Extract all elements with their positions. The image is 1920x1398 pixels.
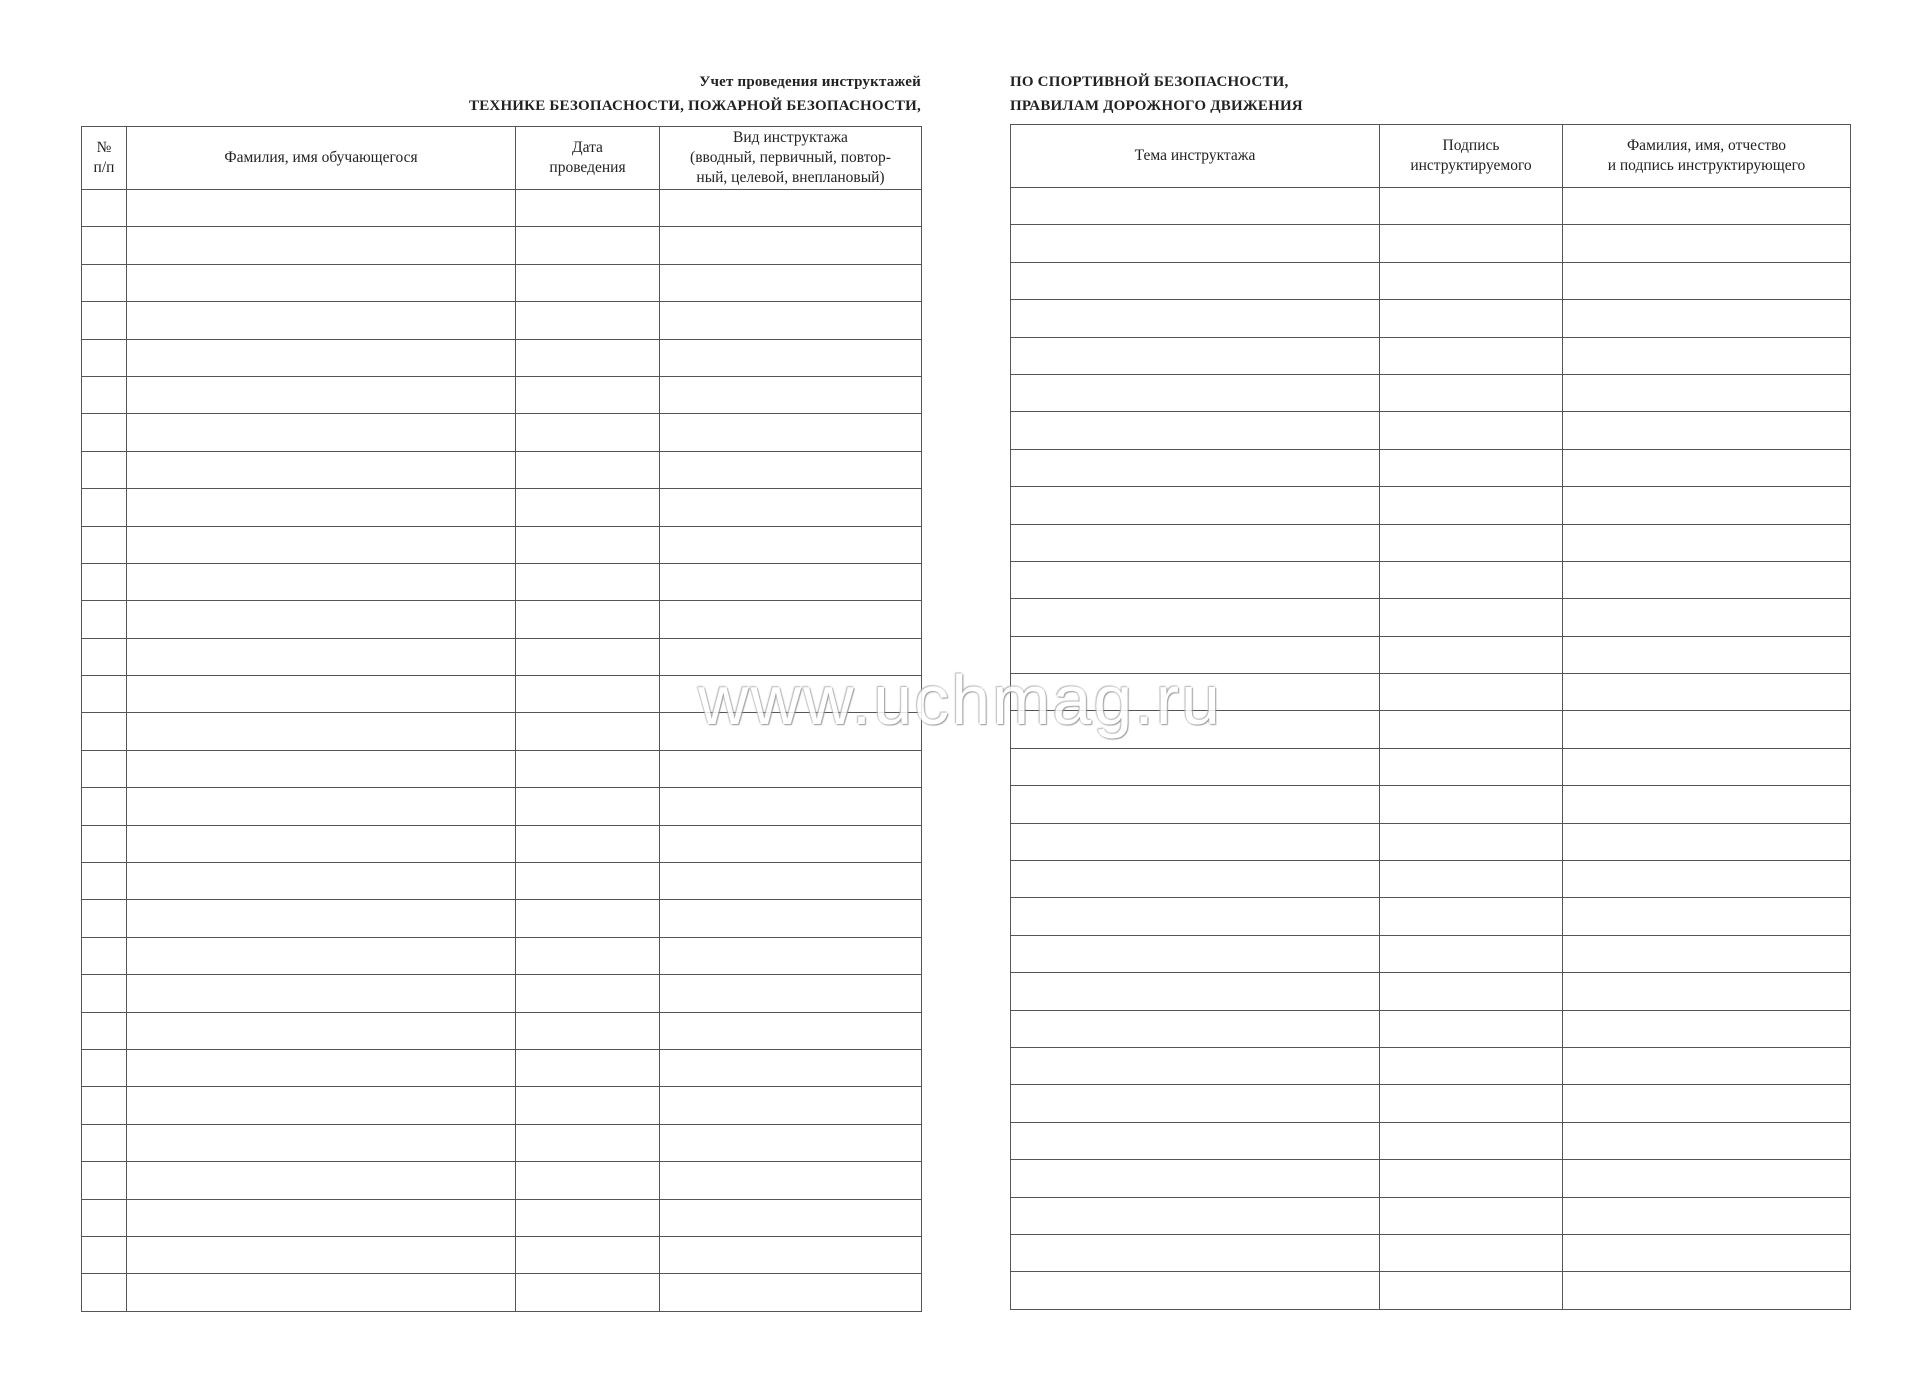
right-cell-topic[interactable] [1011,300,1380,337]
left-cell-num[interactable] [82,1236,127,1273]
right-cell-topic[interactable] [1011,374,1380,411]
right-cell-topic[interactable] [1011,973,1380,1010]
left-cell-name[interactable] [127,1012,516,1049]
left-cell-date[interactable] [516,937,660,974]
left-title-line-2: ТЕХНИКЕ БЕЗОПАСНОСТИ, ПОЖАРНОЙ БЕЗОПАСНОСТИ, [469,98,921,114]
left-table-row [82,414,922,451]
left-cell-num[interactable] [82,1087,127,1124]
left-cell-date[interactable] [516,451,660,488]
right-cell-signature[interactable] [1380,374,1563,411]
right-table-body [1011,188,1851,1310]
left-title-line-1: Учет проведения инструктажей [699,74,921,90]
right-cell-topic[interactable] [1011,898,1380,935]
right-cell-topic[interactable] [1011,1234,1380,1271]
right-cell-topic[interactable] [1011,1272,1380,1309]
left-cell-type[interactable] [660,1162,922,1199]
right-cell-topic[interactable] [1011,524,1380,561]
right-cell-instructor[interactable] [1563,1234,1851,1271]
right-cell-signature[interactable] [1380,225,1563,262]
right-cell-signature[interactable] [1380,748,1563,785]
left-cell-type[interactable] [660,601,922,638]
right-table-row [1011,449,1851,486]
left-cell-date[interactable] [516,489,660,526]
left-cell-num[interactable] [82,863,127,900]
right-table-row [1011,412,1851,449]
right-table-row [1011,262,1851,299]
left-cell-type[interactable] [660,1087,922,1124]
right-cell-instructor[interactable] [1563,337,1851,374]
left-table-row [82,1162,922,1199]
right-cell-signature[interactable] [1380,1197,1563,1234]
left-table-row [82,227,922,264]
left-table-row [82,451,922,488]
left-table-row [82,489,922,526]
right-table-row [1011,300,1851,337]
left-cell-num[interactable] [82,1012,127,1049]
left-table-header [82,127,922,190]
left-cell-type[interactable] [660,526,922,563]
right-cell-instructor[interactable] [1563,524,1851,561]
right-cell-signature[interactable] [1380,599,1563,636]
left-table-row [82,563,922,600]
left-table-row [82,1199,922,1236]
right-cell-topic[interactable] [1011,599,1380,636]
left-table-row [82,1236,922,1273]
right-table-row [1011,1234,1851,1271]
left-cell-num[interactable] [82,489,127,526]
right-cell-instructor[interactable] [1563,898,1851,935]
left-cell-date[interactable] [516,526,660,563]
col-header-instructor: Фамилия, имя, отчество и подпись инструктирующего [1563,125,1851,188]
left-cell-date[interactable] [516,900,660,937]
right-table-row [1011,561,1851,598]
right-cell-topic[interactable] [1011,1047,1380,1084]
right-cell-instructor[interactable] [1563,300,1851,337]
left-cell-num[interactable] [82,601,127,638]
right-cell-instructor[interactable] [1563,1272,1851,1309]
left-cell-type[interactable] [660,750,922,787]
left-table-row [82,937,922,974]
left-cell-type[interactable] [660,376,922,413]
right-table-header [1011,125,1851,188]
left-cell-name[interactable] [127,1087,516,1124]
left-cell-num[interactable] [82,451,127,488]
left-cell-date[interactable] [516,863,660,900]
right-cell-instructor[interactable] [1563,1160,1851,1197]
left-cell-name[interactable] [127,1162,516,1199]
right-cell-signature[interactable] [1380,412,1563,449]
right-cell-signature[interactable] [1380,300,1563,337]
right-cell-topic[interactable] [1011,188,1380,225]
left-cell-type[interactable] [660,863,922,900]
left-table-row [82,302,922,339]
left-cell-date[interactable] [516,1087,660,1124]
right-cell-instructor[interactable] [1563,412,1851,449]
left-table-row [82,601,922,638]
right-cell-signature[interactable] [1380,1047,1563,1084]
right-cell-topic[interactable] [1011,786,1380,823]
right-table-row [1011,1160,1851,1197]
left-cell-type[interactable] [660,975,922,1012]
right-cell-instructor[interactable] [1563,1085,1851,1122]
right-cell-topic[interactable] [1011,412,1380,449]
left-cell-num[interactable] [82,339,127,376]
left-cell-type[interactable] [660,900,922,937]
left-cell-name[interactable] [127,339,516,376]
left-cell-name[interactable] [127,1124,516,1161]
left-cell-name[interactable] [127,1199,516,1236]
left-cell-name[interactable] [127,190,516,227]
right-cell-topic[interactable] [1011,1160,1380,1197]
left-cell-name[interactable] [127,489,516,526]
left-cell-date[interactable] [516,601,660,638]
left-cell-name[interactable] [127,227,516,264]
right-cell-topic[interactable] [1011,561,1380,598]
left-cell-num[interactable] [82,302,127,339]
left-table-row [82,900,922,937]
left-cell-type[interactable] [660,1274,922,1311]
right-cell-signature[interactable] [1380,861,1563,898]
right-cell-instructor[interactable] [1563,188,1851,225]
left-cell-name[interactable] [127,1049,516,1086]
right-cell-signature[interactable] [1380,337,1563,374]
left-cell-name[interactable] [127,937,516,974]
left-cell-name[interactable] [127,750,516,787]
left-cell-type[interactable] [660,489,922,526]
right-cell-signature[interactable] [1380,1122,1563,1159]
right-cell-signature[interactable] [1380,786,1563,823]
left-cell-name[interactable] [127,414,516,451]
right-table-row [1011,861,1851,898]
right-table-row [1011,935,1851,972]
left-cell-type[interactable] [660,302,922,339]
right-cell-signature[interactable] [1380,262,1563,299]
col-header-student-signature: Подпись инструктируемого [1380,125,1563,188]
right-table-row [1011,524,1851,561]
right-table-row [1011,786,1851,823]
left-cell-num[interactable] [82,376,127,413]
right-cell-instructor[interactable] [1563,599,1851,636]
right-cell-instructor[interactable] [1563,262,1851,299]
right-cell-instructor[interactable] [1563,225,1851,262]
left-table-row [82,1049,922,1086]
left-cell-num[interactable] [82,825,127,862]
left-cell-num[interactable] [82,1049,127,1086]
right-cell-instructor[interactable] [1563,786,1851,823]
right-cell-topic[interactable] [1011,861,1380,898]
watermark: www.uchmag.ru [698,661,1222,739]
left-table-row [82,526,922,563]
left-cell-type[interactable] [660,1199,922,1236]
right-cell-signature[interactable] [1380,487,1563,524]
left-cell-num[interactable] [82,975,127,1012]
left-cell-name[interactable] [127,975,516,1012]
col-header-instruction-type: Вид инструктажа (вводный, первичный, повтор- ный, целевой, внеплановый) [660,127,922,190]
left-cell-num[interactable] [82,788,127,825]
right-table-row [1011,1197,1851,1234]
right-cell-signature[interactable] [1380,1272,1563,1309]
left-cell-name[interactable] [127,863,516,900]
right-table-row [1011,487,1851,524]
left-cell-name[interactable] [127,825,516,862]
left-cell-date[interactable] [516,190,660,227]
right-cell-signature[interactable] [1380,524,1563,561]
left-cell-num[interactable] [82,526,127,563]
left-cell-date[interactable] [516,376,660,413]
left-cell-name[interactable] [127,788,516,825]
right-cell-signature[interactable] [1380,1010,1563,1047]
left-page-title [81,70,921,118]
left-cell-date[interactable] [516,825,660,862]
right-cell-signature[interactable] [1380,898,1563,935]
left-cell-name[interactable] [127,563,516,600]
left-cell-name[interactable] [127,526,516,563]
left-cell-name[interactable] [127,376,516,413]
right-cell-topic[interactable] [1011,1197,1380,1234]
col-header-date: Дата проведения [516,127,660,190]
col-header-topic: Тема инструктажа [1011,125,1380,188]
left-table-row [82,190,922,227]
left-cell-date[interactable] [516,1012,660,1049]
right-table-row [1011,748,1851,785]
left-cell-date[interactable] [516,339,660,376]
left-cell-name[interactable] [127,1274,516,1311]
left-cell-type[interactable] [660,937,922,974]
left-cell-name[interactable] [127,1236,516,1273]
right-cell-topic[interactable] [1011,1122,1380,1159]
left-cell-num[interactable] [82,414,127,451]
right-cell-signature[interactable] [1380,1234,1563,1271]
left-cell-date[interactable] [516,264,660,301]
right-cell-instructor[interactable] [1563,487,1851,524]
right-title-line-2: ПРАВИЛАМ ДОРОЖНОГО ДВИЖЕНИЯ [1010,98,1303,114]
left-cell-type[interactable] [660,190,922,227]
right-cell-instructor[interactable] [1563,861,1851,898]
right-cell-signature[interactable] [1380,935,1563,972]
right-cell-instructor[interactable] [1563,1122,1851,1159]
left-cell-type[interactable] [660,1124,922,1161]
left-table-row [82,975,922,1012]
right-cell-topic[interactable] [1011,225,1380,262]
right-table-row [1011,898,1851,935]
right-table-row [1011,188,1851,225]
right-cell-signature[interactable] [1380,1085,1563,1122]
right-cell-topic[interactable] [1011,262,1380,299]
right-cell-signature[interactable] [1380,449,1563,486]
right-cell-instructor[interactable] [1563,973,1851,1010]
right-cell-instructor[interactable] [1563,1047,1851,1084]
left-cell-date[interactable] [516,1236,660,1273]
left-cell-type[interactable] [660,414,922,451]
right-cell-instructor[interactable] [1563,1197,1851,1234]
right-cell-instructor[interactable] [1563,748,1851,785]
left-cell-date[interactable] [516,414,660,451]
right-cell-instructor[interactable] [1563,935,1851,972]
right-cell-topic[interactable] [1011,935,1380,972]
right-cell-topic[interactable] [1011,1010,1380,1047]
right-cell-signature[interactable] [1380,1160,1563,1197]
left-cell-num[interactable] [82,1124,127,1161]
left-cell-date[interactable] [516,750,660,787]
right-table-row [1011,1085,1851,1122]
right-table-row [1011,374,1851,411]
left-cell-num[interactable] [82,750,127,787]
left-cell-num[interactable] [82,1162,127,1199]
left-cell-date[interactable] [516,1199,660,1236]
left-table-row [82,863,922,900]
right-table-row [1011,599,1851,636]
right-table-row [1011,973,1851,1010]
col-header-number: № п/п [82,127,127,190]
col-header-student-name: Фамилия, имя обучающегося [127,127,516,190]
right-cell-topic[interactable] [1011,449,1380,486]
left-cell-type[interactable] [660,264,922,301]
right-cell-topic[interactable] [1011,823,1380,860]
left-cell-num[interactable] [82,227,127,264]
left-cell-name[interactable] [127,264,516,301]
left-cell-date[interactable] [516,1274,660,1311]
left-cell-date[interactable] [516,227,660,264]
right-table-row [1011,337,1851,374]
left-cell-date[interactable] [516,563,660,600]
right-cell-instructor[interactable] [1563,823,1851,860]
left-cell-num[interactable] [82,937,127,974]
left-cell-type[interactable] [660,339,922,376]
left-table-row [82,376,922,413]
right-cell-topic[interactable] [1011,487,1380,524]
right-cell-signature[interactable] [1380,973,1563,1010]
right-table-row [1011,1047,1851,1084]
left-cell-type[interactable] [660,788,922,825]
right-table-row [1011,1122,1851,1159]
left-cell-type[interactable] [660,227,922,264]
right-cell-topic[interactable] [1011,748,1380,785]
left-cell-name[interactable] [127,601,516,638]
left-cell-name[interactable] [127,451,516,488]
left-cell-type[interactable] [660,825,922,862]
left-table-body [82,190,922,1312]
left-cell-type[interactable] [660,1236,922,1273]
left-cell-num[interactable] [82,1199,127,1236]
left-table-row [82,788,922,825]
left-table-row [82,264,922,301]
right-table-row [1011,823,1851,860]
right-cell-topic[interactable] [1011,337,1380,374]
left-cell-type[interactable] [660,1012,922,1049]
left-table-row [82,750,922,787]
right-cell-instructor[interactable] [1563,561,1851,598]
left-cell-type[interactable] [660,1049,922,1086]
right-cell-topic[interactable] [1011,1085,1380,1122]
left-cell-name[interactable] [127,900,516,937]
right-table-row [1011,1272,1851,1309]
left-cell-num[interactable] [82,264,127,301]
left-cell-date[interactable] [516,302,660,339]
left-table-row [82,825,922,862]
right-cell-signature[interactable] [1380,188,1563,225]
left-cell-date[interactable] [516,975,660,1012]
left-cell-num[interactable] [82,563,127,600]
left-table-row [82,339,922,376]
left-table-row [82,1087,922,1124]
right-page-title [1010,70,1850,118]
left-table-row [82,1124,922,1161]
left-cell-date[interactable] [516,1124,660,1161]
left-table-row [82,1274,922,1311]
left-cell-num[interactable] [82,190,127,227]
left-table-row [82,1012,922,1049]
left-cell-type[interactable] [660,451,922,488]
right-cell-signature[interactable] [1380,823,1563,860]
left-cell-date[interactable] [516,1049,660,1086]
right-cell-signature[interactable] [1380,561,1563,598]
left-cell-name[interactable] [127,302,516,339]
right-cell-instructor[interactable] [1563,449,1851,486]
right-table-row [1011,1010,1851,1047]
right-title-line-1: ПО СПОРТИВНОЙ БЕЗОПАСНОСТИ, [1010,74,1289,90]
right-cell-instructor[interactable] [1563,374,1851,411]
left-cell-type[interactable] [660,563,922,600]
left-cell-date[interactable] [516,788,660,825]
left-cell-num[interactable] [82,900,127,937]
right-table-row [1011,225,1851,262]
right-cell-instructor[interactable] [1563,1010,1851,1047]
left-cell-num[interactable] [82,1274,127,1311]
left-cell-date[interactable] [516,1162,660,1199]
